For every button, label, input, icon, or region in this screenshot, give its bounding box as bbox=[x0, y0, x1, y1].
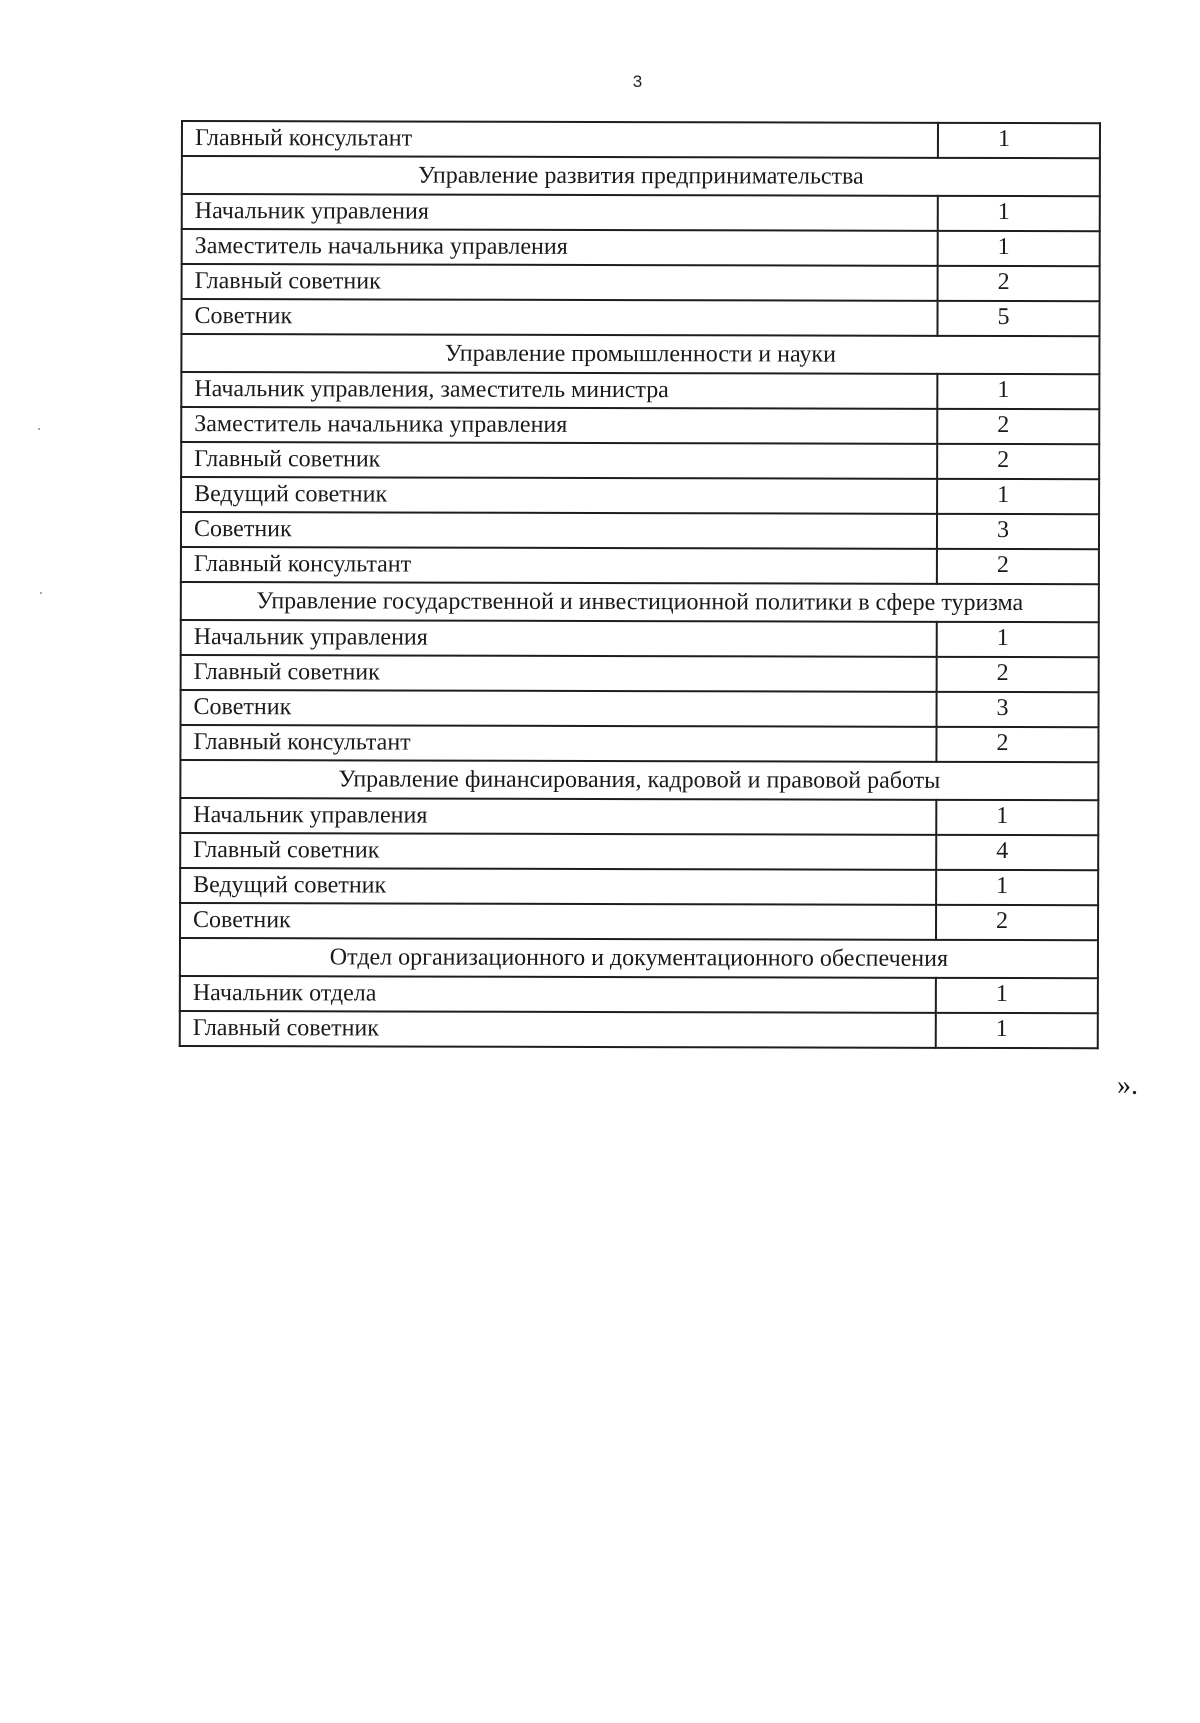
position-count: 2 bbox=[938, 266, 1100, 301]
position-title: Советник bbox=[181, 690, 937, 727]
position-count: 2 bbox=[937, 657, 1099, 692]
position-title: Главный консультант bbox=[182, 121, 938, 158]
position-count: 1 bbox=[938, 231, 1100, 266]
position-row bbox=[181, 547, 1099, 584]
position-title: Главный советник bbox=[180, 1011, 936, 1048]
position-count: 2 bbox=[936, 727, 1098, 762]
position-row bbox=[181, 655, 1099, 692]
position-title: Начальник управления bbox=[181, 620, 937, 657]
position-count: 3 bbox=[937, 692, 1099, 727]
position-count: 5 bbox=[937, 301, 1099, 336]
position-count: 3 bbox=[937, 514, 1099, 549]
section-title: Управление финансирования, кадровой и правовой работы bbox=[180, 760, 1098, 800]
position-title: Советник bbox=[181, 512, 937, 549]
position-row bbox=[180, 903, 1098, 940]
position-row bbox=[182, 229, 1100, 266]
position-title: Главный советник bbox=[181, 655, 937, 692]
position-title: Советник bbox=[181, 299, 937, 336]
position-row bbox=[182, 121, 1100, 158]
scan-speck bbox=[38, 428, 40, 430]
scan-speck bbox=[40, 592, 42, 594]
position-row bbox=[180, 798, 1098, 835]
staffing-table-body bbox=[180, 121, 1100, 1048]
position-row bbox=[182, 264, 1100, 301]
position-title: Начальник управления, заместитель министра bbox=[181, 372, 937, 409]
section-header-row bbox=[181, 582, 1099, 622]
position-count: 2 bbox=[937, 409, 1099, 444]
section-title: Управление государственной и инвестиционной политики в сфере туризма bbox=[181, 582, 1099, 622]
position-title: Главный советник bbox=[181, 442, 937, 479]
position-count: 1 bbox=[936, 1013, 1098, 1048]
position-count: 2 bbox=[937, 444, 1099, 479]
position-row bbox=[181, 442, 1099, 479]
position-row bbox=[181, 477, 1099, 514]
position-title: Главный советник bbox=[180, 833, 936, 870]
position-title: Ведущий советник bbox=[181, 477, 937, 514]
position-count: 1 bbox=[938, 196, 1100, 231]
staffing-table bbox=[179, 120, 1101, 1049]
section-header-row bbox=[182, 156, 1100, 196]
position-count: 1 bbox=[937, 374, 1099, 409]
position-row bbox=[180, 1011, 1098, 1048]
position-row bbox=[180, 976, 1098, 1013]
position-count: 2 bbox=[936, 905, 1098, 940]
position-count: 4 bbox=[936, 835, 1098, 870]
position-count: 1 bbox=[936, 800, 1098, 835]
section-title: Управление развития предпринимательства bbox=[182, 156, 1100, 196]
position-title: Главный консультант bbox=[181, 547, 937, 584]
position-title: Заместитель начальника управления bbox=[181, 407, 937, 444]
position-row bbox=[182, 194, 1100, 231]
closing-quote-mark: ». bbox=[1117, 1070, 1138, 1101]
position-title: Начальник управления bbox=[182, 194, 938, 231]
position-title: Главный советник bbox=[182, 264, 938, 301]
section-title: Управление промышленности и науки bbox=[181, 334, 1099, 374]
position-row bbox=[181, 512, 1099, 549]
position-row bbox=[181, 299, 1099, 336]
position-title: Заместитель начальника управления bbox=[182, 229, 938, 266]
position-title: Начальник отдела bbox=[180, 976, 936, 1013]
position-count: 1 bbox=[937, 479, 1099, 514]
position-count: 1 bbox=[936, 870, 1098, 905]
position-row bbox=[180, 725, 1098, 762]
position-row bbox=[181, 407, 1099, 444]
position-row bbox=[180, 868, 1098, 905]
position-row bbox=[181, 372, 1099, 409]
section-title: Отдел организационного и документационного обеспечения bbox=[180, 938, 1098, 978]
position-title: Ведущий советник bbox=[180, 868, 936, 905]
position-count: 1 bbox=[936, 978, 1098, 1013]
section-header-row bbox=[180, 760, 1098, 800]
position-count: 1 bbox=[937, 622, 1099, 657]
position-row bbox=[181, 690, 1099, 727]
section-header-row bbox=[181, 334, 1099, 374]
position-title: Начальник управления bbox=[180, 798, 936, 835]
position-count: 2 bbox=[937, 549, 1099, 584]
position-row bbox=[180, 833, 1098, 870]
position-count: 1 bbox=[938, 123, 1100, 158]
page-number: 3 bbox=[632, 72, 643, 91]
section-header-row bbox=[180, 938, 1098, 978]
position-row bbox=[181, 620, 1099, 657]
position-title: Главный консультант bbox=[180, 725, 936, 762]
position-title: Советник bbox=[180, 903, 936, 940]
